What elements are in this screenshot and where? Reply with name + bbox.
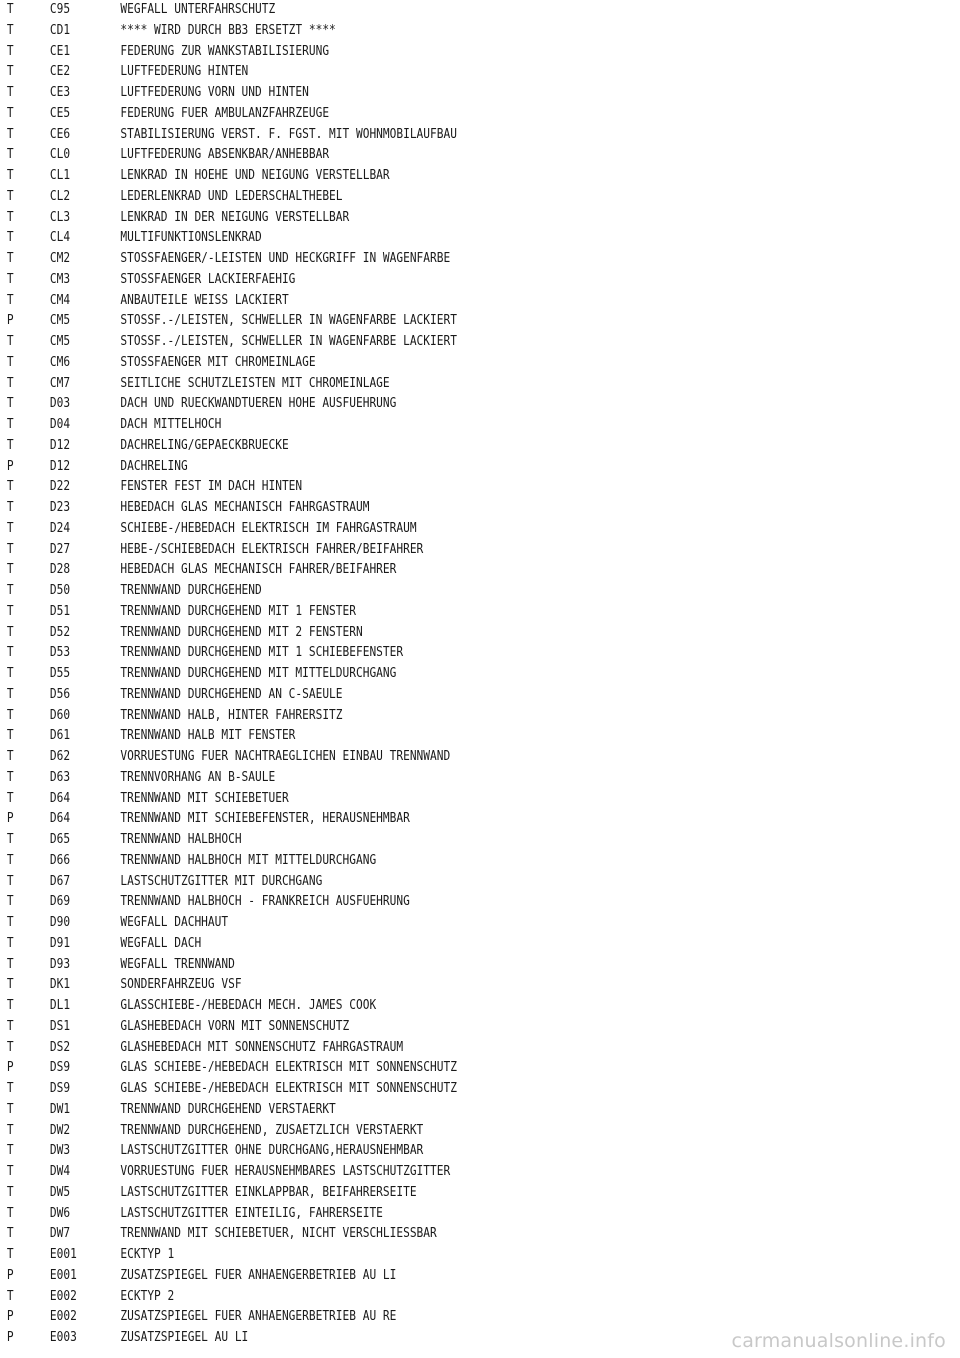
list-item — [0, 726, 826, 747]
row-type: T — [6, 417, 14, 432]
row-type: T — [6, 2, 14, 17]
row-code: CL0 — [49, 147, 71, 163]
row-code: D04 — [49, 417, 71, 432]
row-description: WEGFALL TRENNWAND — [120, 956, 235, 972]
list-item — [0, 457, 826, 478]
list-item — [0, 768, 826, 789]
row-type: T — [6, 1205, 14, 1221]
list-item — [0, 62, 826, 83]
list-item — [0, 228, 826, 249]
row-type: T — [6, 686, 14, 702]
list-item — [0, 664, 826, 685]
list-item — [0, 1328, 826, 1349]
row-type: T — [6, 562, 14, 578]
row-type: T — [6, 520, 14, 536]
row-type: T — [6, 832, 14, 847]
row-code: DS2 — [49, 1039, 71, 1055]
row-code: DK1 — [49, 977, 71, 993]
list-item — [0, 394, 826, 415]
row-description: FENSTER FEST IM DACH HINTEN — [120, 479, 303, 495]
row-type: T — [6, 956, 14, 972]
row-code: CE2 — [49, 64, 71, 80]
row-code: D63 — [49, 769, 71, 785]
row-code: DW6 — [49, 1205, 71, 1221]
row-code: D52 — [49, 624, 71, 640]
row-description: TRENNWAND DURCHGEHEND — [120, 583, 262, 598]
row-type: T — [6, 126, 14, 142]
row-type: T — [6, 915, 14, 930]
row-code: D90 — [49, 915, 71, 930]
row-type: T — [6, 998, 14, 1013]
row-description: SCHIEBE-/HEBEDACH ELEKTRISCH IM FAHRGASTRAUM — [120, 520, 417, 536]
row-description: HEBEDACH GLAS MECHANISCH FAHRER/BEIFAHRER — [120, 562, 397, 578]
list-item — [0, 560, 826, 581]
row-code: D62 — [49, 749, 71, 764]
row-description: LEDERLENKRAD UND LEDERSCHALTHEBEL — [120, 188, 343, 204]
list-item — [0, 955, 826, 976]
row-type: P — [6, 1309, 14, 1325]
row-type: T — [6, 707, 14, 723]
list-item — [0, 913, 826, 934]
row-description: TRENNWAND DURCHGEHEND VERSTAERKT — [120, 1101, 336, 1117]
row-type: T — [6, 209, 14, 225]
row-description: ZUSATZSPIEGEL FUER ANHAENGERBETRIEB AU LI — [120, 1267, 397, 1283]
row-type: T — [6, 1122, 14, 1138]
row-type: T — [6, 437, 14, 453]
list-item — [0, 892, 826, 913]
row-type: T — [6, 354, 14, 370]
row-code: D22 — [49, 479, 71, 495]
row-code: CE1 — [49, 43, 71, 59]
row-description: GLASHEBEDACH VORN MIT SONNENSCHUTZ — [120, 1018, 350, 1034]
row-type: T — [6, 1288, 14, 1304]
list-item — [0, 249, 826, 270]
row-code: D12 — [49, 458, 71, 474]
list-item — [0, 0, 826, 21]
row-type: T — [6, 1247, 14, 1262]
row-type: T — [6, 583, 14, 598]
row-code: CE3 — [49, 85, 71, 100]
list-item — [0, 498, 826, 519]
row-code: E002 — [49, 1288, 77, 1304]
list-item — [0, 1141, 826, 1162]
row-code: D27 — [49, 541, 71, 557]
list-item — [0, 208, 826, 229]
row-code: CD1 — [49, 22, 71, 38]
row-description: TRENNWAND MIT SCHIEBETUER — [120, 790, 289, 806]
row-code: D56 — [49, 686, 71, 702]
row-type: T — [6, 666, 14, 681]
row-code: DW2 — [49, 1122, 71, 1138]
row-code: DS9 — [49, 1081, 71, 1096]
row-type: T — [6, 500, 14, 515]
row-type: T — [6, 271, 14, 287]
list-item — [0, 415, 826, 436]
row-type: P — [6, 1060, 14, 1076]
row-type: T — [6, 147, 14, 163]
row-type: T — [6, 292, 14, 308]
row-code: DW7 — [49, 1226, 71, 1242]
row-type: P — [6, 1267, 14, 1283]
row-description: STOSSF.-/LEISTEN, SCHWELLER IN WAGENFARBE LACKIERT — [120, 334, 457, 349]
list-item — [0, 436, 826, 457]
row-description: VORRUESTUNG FUER HERAUSNEHMBARES LASTSCHUTZGITTER — [120, 1164, 451, 1179]
row-type: T — [6, 935, 14, 951]
row-description: LUFTFEDERUNG HINTEN — [120, 64, 249, 80]
list-item — [0, 872, 826, 893]
row-code: CM2 — [49, 251, 71, 266]
row-type: T — [6, 375, 14, 391]
row-code: CM4 — [49, 292, 71, 308]
row-description: LASTSCHUTZGITTER EINTEILIG, FAHRERSEITE — [120, 1205, 383, 1221]
list-item — [0, 1204, 826, 1225]
row-description: DACH UND RUECKWANDTUEREN HOHE AUSFUEHRUNG — [120, 396, 397, 412]
list-item — [0, 1038, 826, 1059]
row-description: LUFTFEDERUNG ABSENKBAR/ANHEBBAR — [120, 147, 330, 163]
list-item — [0, 83, 826, 104]
row-type: T — [6, 645, 14, 661]
row-description: TRENNVORHANG AN B-SAULE — [120, 769, 276, 785]
list-item — [0, 187, 826, 208]
row-description: GLAS SCHIEBE-/HEBEDACH ELEKTRISCH MIT SONNENSCHUTZ — [120, 1060, 457, 1076]
list-item — [0, 623, 826, 644]
row-description: LUFTFEDERUNG VORN UND HINTEN — [120, 85, 309, 100]
row-description: TRENNWAND DURCHGEHEND MIT 1 FENSTER — [120, 603, 356, 619]
row-type: T — [6, 1184, 14, 1200]
row-description: STOSSFAENGER/-LEISTEN UND HECKGRIFF IN WAGENFARBE — [120, 251, 451, 266]
row-code: D61 — [49, 728, 71, 744]
row-type: T — [6, 728, 14, 744]
row-description: MULTIFUNKTIONSLENKRAD — [120, 230, 262, 246]
list-item — [0, 477, 826, 498]
row-type: T — [6, 603, 14, 619]
row-description: ECKTYP 1 — [120, 1247, 175, 1262]
row-description: VORRUESTUNG FUER NACHTRAEGLICHEN EINBAU TRENNWAND — [120, 749, 451, 764]
watermark: carmanualsonline.info — [731, 1330, 946, 1352]
row-code: D55 — [49, 666, 71, 681]
list-item — [0, 353, 826, 374]
list-item — [0, 1287, 826, 1308]
row-type: T — [6, 251, 14, 266]
list-item — [0, 166, 826, 187]
list-item — [0, 747, 826, 768]
row-description: ECKTYP 2 — [120, 1288, 175, 1304]
row-code: E001 — [49, 1247, 77, 1262]
list-item — [0, 291, 826, 312]
row-description: **** WIRD DURCH BB3 ERSETZT **** — [120, 22, 336, 38]
row-type: T — [6, 769, 14, 785]
row-code: CL4 — [49, 230, 71, 246]
row-description: TRENNWAND HALBHOCH MIT MITTELDURCHGANG — [120, 852, 377, 868]
row-description: LENKRAD IN HOEHE UND NEIGUNG VERSTELLBAR — [120, 168, 390, 183]
row-code: D91 — [49, 935, 71, 951]
row-type: P — [6, 313, 14, 329]
row-description: GLAS SCHIEBE-/HEBEDACH ELEKTRISCH MIT SONNENSCHUTZ — [120, 1081, 457, 1096]
row-code: CM5 — [49, 334, 71, 349]
row-type: T — [6, 168, 14, 183]
list-item — [0, 934, 826, 955]
row-code: D69 — [49, 894, 71, 910]
list-item — [0, 42, 826, 63]
row-description: TRENNWAND HALB MIT FENSTER — [120, 728, 296, 744]
list-item — [0, 975, 826, 996]
row-code: D67 — [49, 873, 71, 889]
list-item — [0, 685, 826, 706]
row-code: CL3 — [49, 209, 71, 225]
row-type: T — [6, 1081, 14, 1096]
row-type: T — [6, 64, 14, 80]
list-item — [0, 830, 826, 851]
list-item — [0, 1121, 826, 1142]
list-item — [0, 706, 826, 727]
row-code: D65 — [49, 832, 71, 847]
row-type: T — [6, 188, 14, 204]
row-description: LASTSCHUTZGITTER OHNE DURCHGANG,HERAUSNEHMBAR — [120, 1143, 424, 1159]
row-description: FEDERUNG ZUR WANKSTABILISIERUNG — [120, 43, 330, 59]
row-description: TRENNWAND DURCHGEHEND MIT 1 SCHIEBEFENSTER — [120, 645, 404, 661]
row-description: STOSSF.-/LEISTEN, SCHWELLER IN WAGENFARBE LACKIERT — [120, 313, 457, 329]
row-type: T — [6, 624, 14, 640]
row-code: CM5 — [49, 313, 71, 329]
row-description: DACH MITTELHOCH — [120, 417, 222, 432]
row-code: D51 — [49, 603, 71, 619]
row-description: TRENNWAND DURCHGEHEND MIT 2 FENSTERN — [120, 624, 363, 640]
row-description: STABILISIERUNG VERST. F. FGST. MIT WOHNMOBILAUFBAU — [120, 126, 457, 142]
list-item — [0, 21, 826, 42]
row-type: T — [6, 894, 14, 910]
row-description: ZUSATZSPIEGEL FUER ANHAENGERBETRIEB AU RE — [120, 1309, 397, 1325]
row-description: DACHRELING/GEPAECKBRUECKE — [120, 437, 289, 453]
list-item — [0, 643, 826, 664]
row-type: T — [6, 85, 14, 100]
row-type: T — [6, 105, 14, 121]
list-item — [0, 374, 826, 395]
row-type: T — [6, 1226, 14, 1242]
list-item — [0, 602, 826, 623]
row-type: T — [6, 749, 14, 764]
row-description: TRENNWAND HALB, HINTER FAHRERSITZ — [120, 707, 343, 723]
row-code: D66 — [49, 852, 71, 868]
row-code: CE5 — [49, 105, 71, 121]
list-item — [0, 1162, 826, 1183]
row-description: TRENNWAND DURCHGEHEND AN C-SAEULE — [120, 686, 343, 702]
row-code: CL1 — [49, 168, 71, 183]
row-code: D28 — [49, 562, 71, 578]
row-code: CM7 — [49, 375, 71, 391]
row-code: CE6 — [49, 126, 71, 142]
row-description: LENKRAD IN DER NEIGUNG VERSTELLBAR — [120, 209, 350, 225]
row-code: CM3 — [49, 271, 71, 287]
row-code: CL2 — [49, 188, 71, 204]
row-type: T — [6, 1164, 14, 1179]
row-description: TRENNWAND MIT SCHIEBETUER, NICHT VERSCHLIESSBAR — [120, 1226, 437, 1242]
row-code: E002 — [49, 1309, 77, 1325]
list-item — [0, 332, 826, 353]
row-description: TRENNWAND DURCHGEHEND, ZUSAETZLICH VERSTAERKT — [120, 1122, 424, 1138]
row-code: D60 — [49, 707, 71, 723]
list-item — [0, 1307, 826, 1328]
row-code: D12 — [49, 437, 71, 453]
list-item — [0, 145, 826, 166]
row-code: D03 — [49, 396, 71, 412]
row-type: T — [6, 230, 14, 246]
row-code: D53 — [49, 645, 71, 661]
row-description: WEGFALL DACHHAUT — [120, 915, 229, 930]
row-description: ANBAUTEILE WEISS LACKIERT — [120, 292, 289, 308]
row-type: P — [6, 1330, 14, 1345]
row-description: TRENNWAND MIT SCHIEBEFENSTER, HERAUSNEHMBAR — [120, 811, 410, 827]
row-description: WEGFALL DACH — [120, 935, 202, 951]
list-item — [0, 1224, 826, 1245]
list-item — [0, 1183, 826, 1204]
row-type: T — [6, 977, 14, 993]
list-item — [0, 1266, 826, 1287]
row-type: T — [6, 479, 14, 495]
row-code: DW1 — [49, 1101, 71, 1117]
list-item — [0, 1058, 826, 1079]
row-type: T — [6, 396, 14, 412]
row-type: T — [6, 541, 14, 557]
row-type: T — [6, 1018, 14, 1034]
row-code: DS1 — [49, 1018, 71, 1034]
row-description: TRENNWAND HALBHOCH - FRANKREICH AUSFUEHRUNG — [120, 894, 410, 910]
row-type: T — [6, 1143, 14, 1159]
list-item — [0, 581, 826, 602]
row-code: DW4 — [49, 1164, 71, 1179]
list-item — [0, 311, 826, 332]
row-code: D50 — [49, 583, 71, 598]
row-code: D93 — [49, 956, 71, 972]
row-type: T — [6, 873, 14, 889]
row-description: STOSSFAENGER MIT CHROMEINLAGE — [120, 354, 316, 370]
list-item — [0, 1100, 826, 1121]
row-type: T — [6, 790, 14, 806]
row-code: D24 — [49, 520, 71, 536]
row-type: P — [6, 811, 14, 827]
row-code: DW3 — [49, 1143, 71, 1159]
list-item — [0, 125, 826, 146]
row-code: DW5 — [49, 1184, 71, 1200]
row-description: LASTSCHUTZGITTER EINKLAPPBAR, BEIFAHRERSEITE — [120, 1184, 417, 1200]
row-description: LASTSCHUTZGITTER MIT DURCHGANG — [120, 873, 323, 889]
row-description: FEDERUNG FUER AMBULANZFAHRZEUGE — [120, 105, 330, 121]
row-description: HEBE-/SCHIEBEDACH ELEKTRISCH FAHRER/BEIFAHRER — [120, 541, 424, 557]
row-description: GLASHEBEDACH MIT SONNENSCHUTZ FAHRGASTRAUM — [120, 1039, 404, 1055]
row-description: SEITLICHE SCHUTZLEISTEN MIT CHROMEINLAGE — [120, 375, 390, 391]
row-code: CM6 — [49, 354, 71, 370]
row-code: DS9 — [49, 1060, 71, 1076]
row-type: P — [6, 458, 14, 474]
row-code: DL1 — [49, 998, 71, 1013]
row-description: GLASSCHIEBE-/HEBEDACH MECH. JAMES COOK — [120, 998, 377, 1013]
row-type: T — [6, 852, 14, 868]
row-description: WEGFALL UNTERFAHRSCHUTZ — [120, 2, 276, 17]
list-item — [0, 1017, 826, 1038]
list-item — [0, 851, 826, 872]
row-description: ZUSATZSPIEGEL AU LI — [120, 1330, 249, 1345]
row-code: E003 — [49, 1330, 77, 1345]
list-item — [0, 996, 826, 1017]
row-description: SONDERFAHRZEUG VSF — [120, 977, 242, 993]
row-description: DACHRELING — [120, 458, 188, 474]
list-item — [0, 104, 826, 125]
row-type: T — [6, 1101, 14, 1117]
row-description: HEBEDACH GLAS MECHANISCH FAHRGASTRAUM — [120, 500, 370, 515]
list-item — [0, 1079, 826, 1100]
list-item — [0, 1245, 826, 1266]
row-code: C95 — [49, 2, 71, 17]
row-code: D64 — [49, 790, 71, 806]
row-type: T — [6, 43, 14, 59]
list-item — [0, 540, 826, 561]
row-description: TRENNWAND HALBHOCH — [120, 832, 242, 847]
list-item — [0, 809, 826, 830]
list-item — [0, 270, 826, 291]
row-code: D23 — [49, 500, 71, 515]
row-type: T — [6, 334, 14, 349]
list-item — [0, 519, 826, 540]
row-code: D64 — [49, 811, 71, 827]
row-code: E001 — [49, 1267, 77, 1283]
row-type: T — [6, 22, 14, 38]
row-description: STOSSFAENGER LACKIERFAEHIG — [120, 271, 296, 287]
list-item — [0, 789, 826, 810]
row-type: T — [6, 1039, 14, 1055]
row-description: TRENNWAND DURCHGEHEND MIT MITTELDURCHGANG — [120, 666, 397, 681]
